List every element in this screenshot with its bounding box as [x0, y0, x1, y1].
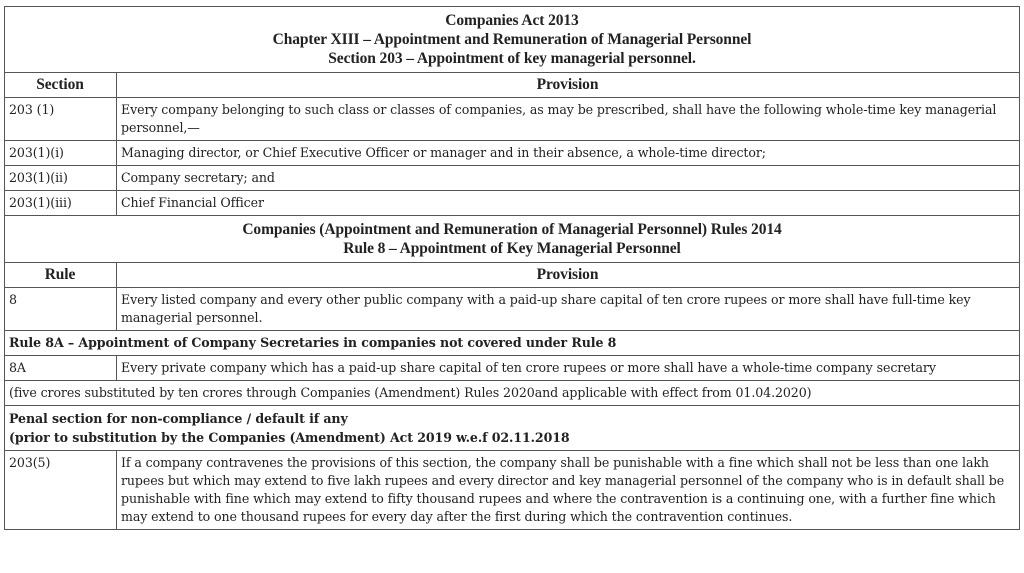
provision-text: Company secretary; and [117, 166, 1020, 191]
table-row [5, 166, 1020, 191]
table-row [5, 356, 1020, 381]
table-row [5, 98, 1020, 141]
penal-heading [5, 406, 1020, 451]
rules-banner-row [5, 216, 1020, 263]
table-row [5, 288, 1020, 331]
rule-header-row [5, 263, 1020, 288]
provision-text: Every listed company and every other public company with a paid-up share capital of ten crore rupees or more shall have full-time key managerial personnel. [117, 288, 1020, 331]
table-row [5, 451, 1020, 530]
rule-ref: 8 [5, 288, 117, 331]
rules-banner [5, 216, 1020, 263]
penal-heading-line2: (prior to substitution by the Companies (Amendment) Act 2019 w.e.f 02.11.2018 [9, 430, 570, 445]
provision-text: If a company contravenes the provisions of this section, the company shall be punishable with a fine which shall not be less than one lakh rupees but which may extend to five lakh rupees and every director and key managerial personnel of the company who is in default shall be punishable with fine which may extend to fifty thousand rupees and where the contravention is a continuing one, with a further fine which may extend to one thousand rupees for every day after the first during which the contravention continues. [117, 451, 1020, 530]
section-ref: 203(1)(i) [5, 141, 117, 166]
section-header-row [5, 73, 1020, 98]
penal-heading-line1: Penal section for non-compliance / default if any [9, 411, 348, 426]
rule-ref: 8A [5, 356, 117, 381]
rule-8a-heading: Rule 8A – Appointment of Company Secretaries in companies not covered under Rule 8 [5, 331, 1020, 356]
penal-heading-row [5, 406, 1020, 451]
section-column-header: Section [5, 73, 117, 98]
section-ref: 203(1)(ii) [5, 166, 117, 191]
provision-column-header: Provision [117, 263, 1020, 288]
section-ref: 203(1)(iii) [5, 191, 117, 216]
provision-column-header: Provision [117, 73, 1020, 98]
rule-title: Rule 8 – Appointment of Key Managerial Personnel [343, 240, 681, 257]
table-row [5, 141, 1020, 166]
act-banner [5, 7, 1020, 73]
rule-column-header: Rule [5, 263, 117, 288]
rules-title: Companies (Appointment and Remuneration of Managerial Personnel) Rules 2014 [242, 221, 782, 238]
amendment-note-row [5, 381, 1020, 406]
provision-text: Every company belonging to such class or classes of companies, as may be prescribed, shall have the following whole-time key managerial personnel,— [117, 98, 1020, 141]
act-title: Companies Act 2013 [445, 12, 579, 29]
table-row [5, 191, 1020, 216]
provisions-table [4, 6, 1020, 530]
amendment-note: (five crores substituted by ten crores through Companies (Amendment) Rules 2020and applicable with effect from 01.04.2020) [5, 381, 1020, 406]
rule-8a-heading-row [5, 331, 1020, 356]
provision-text: Chief Financial Officer [117, 191, 1020, 216]
section-ref: 203 (1) [5, 98, 117, 141]
act-banner-row [5, 7, 1020, 73]
chapter-title: Chapter XIII – Appointment and Remuneration of Managerial Personnel [272, 31, 752, 48]
provision-text: Managing director, or Chief Executive Officer or manager and in their absence, a whole-time director; [117, 141, 1020, 166]
section-ref: 203(5) [5, 451, 117, 530]
section-title: Section 203 – Appointment of key managerial personnel. [328, 50, 696, 67]
provision-text: Every private company which has a paid-up share capital of ten crore rupees or more shall have a whole-time company secretary [117, 356, 1020, 381]
